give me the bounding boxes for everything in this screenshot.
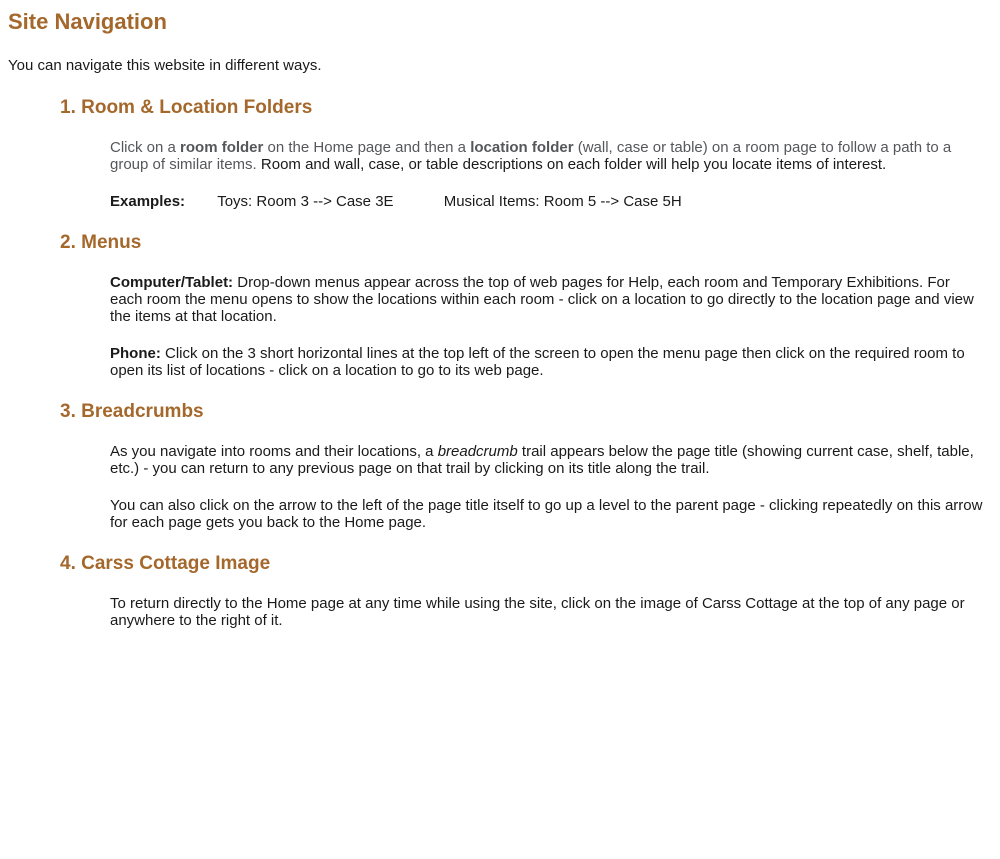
section-body [110,443,988,531]
paragraph: Click on a room folder on the Home page and then a location folder (wall, case or table) on a room page to follow a path to a group of similar items. Room and wall, case, or table descriptions on each folder will help you locate items of interest. [110,139,952,173]
section-body [110,139,988,210]
section-heading-room-location-folders: 1. Room & Location Folders [60,97,313,118]
example-toys: Toys: Room 3 --> Case 3E [217,193,394,210]
section-room-location-folders [8,96,988,210]
examples-label: Examples: [110,193,186,210]
paragraph-carss-cottage: To return directly to the Home page at any time while using the site, click on the image of Carss Cottage at the top of any page or anywhere to the right of it. [110,595,965,629]
section-body [110,595,988,629]
section-menus [8,231,988,379]
section-breadcrumbs [8,400,988,531]
examples-line [110,193,985,210]
paragraph-back-arrow: You can also click on the arrow to the left of the page title itself to go up a level to the parent page - clicking repeatedly on this arrow for each page gets you back to the Home page. [110,497,983,531]
example-musical-items: Musical Items: Room 5 --> Case 5H [443,193,682,210]
paragraph-phone: Phone: Click on the 3 short horizontal lines at the top left of the screen to open the menu page then click on the required room to open its list of locations - click on a location to go to its web page. [110,345,965,379]
section-carss-cottage-image [8,552,988,629]
section-heading-menus: 2. Menus [60,232,142,253]
section-heading-carss-cottage-image: 4. Carss Cottage Image [60,553,271,574]
section-body [110,274,988,379]
paragraph-breadcrumb-trail: As you navigate into rooms and their locations, a breadcrumb trail appears below the page title (showing current case, shelf, table, etc.) - you can return to any previous page on that trail by clicking on its title along the trail. [110,443,974,477]
intro-text: You can navigate this website in different ways. [8,57,322,74]
paragraph-computer-tablet: Computer/Tablet: Drop-down menus appear across the top of web pages for Help, each room and Temporary Exhibitions. For each room the menu opens to show the locations within each room - click on a location to go directly to the location page and view the items at that location. [110,274,974,325]
page-title: Site Navigation [8,9,167,34]
section-heading-breadcrumbs: 3. Breadcrumbs [60,401,204,422]
